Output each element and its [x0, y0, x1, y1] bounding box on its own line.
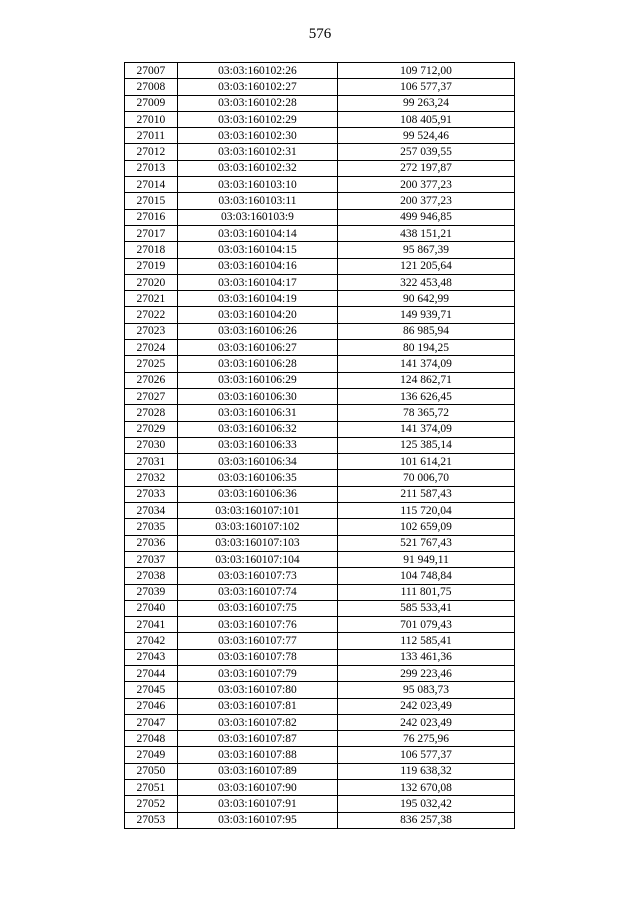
- cadastral-value-cell: 106 577,37: [338, 747, 515, 763]
- cadastral-number-cell: 03:03:160106:33: [177, 437, 337, 453]
- cadastral-number-cell: 03:03:160107:104: [177, 551, 337, 567]
- table-row: [125, 111, 515, 127]
- row-number-cell: 27012: [125, 144, 178, 160]
- table-row: [125, 763, 515, 779]
- cadastral-value-cell: 585 533,41: [338, 600, 515, 616]
- cadastral-number-cell: 03:03:160102:31: [177, 144, 337, 160]
- cadastral-number-cell: 03:03:160102:30: [177, 128, 337, 144]
- row-number-cell: 27014: [125, 177, 178, 193]
- table-row: [125, 340, 515, 356]
- page-number: 576: [308, 26, 332, 42]
- row-number-cell: 27036: [125, 535, 178, 551]
- cadastral-number-cell: 03:03:160103:11: [177, 193, 337, 209]
- cadastral-value-cell: 78 365,72: [338, 405, 515, 421]
- cadastral-number-cell: 03:03:160102:28: [177, 95, 337, 111]
- table-row: [125, 209, 515, 225]
- cadastral-number-cell: 03:03:160106:34: [177, 454, 337, 470]
- table-row: [125, 437, 515, 453]
- row-number-cell: 27048: [125, 731, 178, 747]
- row-number-cell: 27049: [125, 747, 178, 763]
- cadastral-number-cell: 03:03:160107:77: [177, 633, 337, 649]
- cadastral-value-cell: 109 712,00: [338, 63, 515, 79]
- row-number-cell: 27028: [125, 405, 178, 421]
- table-row: [125, 95, 515, 111]
- cadastral-number-cell: 03:03:160107:81: [177, 698, 337, 714]
- cadastral-number-cell: 03:03:160107:78: [177, 649, 337, 665]
- cadastral-number-cell: 03:03:160104:14: [177, 225, 337, 241]
- cadastral-value-cell: 211 587,43: [338, 486, 515, 502]
- row-number-cell: 27017: [125, 225, 178, 241]
- cadastral-value-cell: 200 377,23: [338, 177, 515, 193]
- cadastral-number-cell: 03:03:160107:88: [177, 747, 337, 763]
- row-number-cell: 27009: [125, 95, 178, 111]
- table-row: [125, 421, 515, 437]
- row-number-cell: 27043: [125, 649, 178, 665]
- row-number-cell: 27027: [125, 388, 178, 404]
- cadastral-value-cell: 99 263,24: [338, 95, 515, 111]
- row-number-cell: 27042: [125, 633, 178, 649]
- row-number-cell: 27041: [125, 617, 178, 633]
- cadastral-number-cell: 03:03:160107:91: [177, 796, 337, 812]
- table-row: [125, 796, 515, 812]
- cadastral-value-cell: 141 374,09: [338, 356, 515, 372]
- cadastral-value-cell: 121 205,64: [338, 258, 515, 274]
- row-number-cell: 27011: [125, 128, 178, 144]
- row-number-cell: 27039: [125, 584, 178, 600]
- table-row: [125, 731, 515, 747]
- table-row: [125, 307, 515, 323]
- cadastral-number-cell: 03:03:160107:103: [177, 535, 337, 551]
- cadastral-value-cell: 111 801,75: [338, 584, 515, 600]
- table-row: [125, 486, 515, 502]
- table-row: [125, 242, 515, 258]
- row-number-cell: 27047: [125, 714, 178, 730]
- table-row: [125, 633, 515, 649]
- row-number-cell: 27037: [125, 551, 178, 567]
- cadastral-number-cell: 03:03:160107:90: [177, 780, 337, 796]
- cadastral-number-cell: 03:03:160103:9: [177, 209, 337, 225]
- row-number-cell: 27032: [125, 470, 178, 486]
- row-number-cell: 27025: [125, 356, 178, 372]
- row-number-cell: 27008: [125, 79, 178, 95]
- table-row: [125, 291, 515, 307]
- table-row: [125, 79, 515, 95]
- table-row: [125, 144, 515, 160]
- row-number-cell: 27053: [125, 812, 178, 828]
- cadastral-value-cell: 521 767,43: [338, 535, 515, 551]
- cadastral-number-cell: 03:03:160106:30: [177, 388, 337, 404]
- cadastral-value-cell: 95 867,39: [338, 242, 515, 258]
- cadastral-number-cell: 03:03:160107:75: [177, 600, 337, 616]
- table-row: [125, 323, 515, 339]
- table-row: [125, 128, 515, 144]
- row-number-cell: 27018: [125, 242, 178, 258]
- cadastral-number-cell: 03:03:160106:35: [177, 470, 337, 486]
- cadastral-number-cell: 03:03:160106:26: [177, 323, 337, 339]
- table-row: [125, 405, 515, 421]
- cadastral-value-cell: 836 257,38: [338, 812, 515, 828]
- row-number-cell: 27016: [125, 209, 178, 225]
- cadastral-value-cell: 149 939,71: [338, 307, 515, 323]
- cadastral-value-cell: 133 461,36: [338, 649, 515, 665]
- table-row: [125, 617, 515, 633]
- row-number-cell: 27038: [125, 568, 178, 584]
- row-number-cell: 27034: [125, 503, 178, 519]
- cadastral-value-cell: 95 083,73: [338, 682, 515, 698]
- table-row: [125, 258, 515, 274]
- cadastral-value-cell: 499 946,85: [338, 209, 515, 225]
- cadastral-number-cell: 03:03:160106:28: [177, 356, 337, 372]
- row-number-cell: 27013: [125, 160, 178, 176]
- table-row: [125, 470, 515, 486]
- cadastral-number-cell: 03:03:160104:20: [177, 307, 337, 323]
- cadastral-value-cell: 141 374,09: [338, 421, 515, 437]
- row-number-cell: 27052: [125, 796, 178, 812]
- cadastral-value-cell: 76 275,96: [338, 731, 515, 747]
- row-number-cell: 27030: [125, 437, 178, 453]
- row-number-cell: 27031: [125, 454, 178, 470]
- table-row: [125, 177, 515, 193]
- table-row: [125, 503, 515, 519]
- cadastral-number-cell: 03:03:160107:95: [177, 812, 337, 828]
- table-row: [125, 649, 515, 665]
- table-row: [125, 372, 515, 388]
- cadastral-number-cell: 03:03:160107:76: [177, 617, 337, 633]
- cadastral-number-cell: 03:03:160103:10: [177, 177, 337, 193]
- row-number-cell: 27024: [125, 340, 178, 356]
- cadastral-value-cell: 102 659,09: [338, 519, 515, 535]
- cadastral-value-cell: 242 023,49: [338, 714, 515, 730]
- table-row: [125, 454, 515, 470]
- cadastral-number-cell: 03:03:160107:74: [177, 584, 337, 600]
- cadastral-number-cell: 03:03:160106:27: [177, 340, 337, 356]
- cadastral-value-cell: 125 385,14: [338, 437, 515, 453]
- cadastral-number-cell: 03:03:160107:82: [177, 714, 337, 730]
- row-number-cell: 27020: [125, 274, 178, 290]
- row-number-cell: 27035: [125, 519, 178, 535]
- row-number-cell: 27026: [125, 372, 178, 388]
- table-row: [125, 274, 515, 290]
- cadastral-value-cell: 195 032,42: [338, 796, 515, 812]
- cadastral-value-cell: 119 638,32: [338, 763, 515, 779]
- cadastral-value-table: [124, 62, 515, 829]
- row-number-cell: 27022: [125, 307, 178, 323]
- row-number-cell: 27029: [125, 421, 178, 437]
- cadastral-number-cell: 03:03:160107:80: [177, 682, 337, 698]
- cadastral-number-cell: 03:03:160104:19: [177, 291, 337, 307]
- cadastral-number-cell: 03:03:160102:32: [177, 160, 337, 176]
- row-number-cell: 27010: [125, 111, 178, 127]
- table-row: [125, 682, 515, 698]
- table-row: [125, 584, 515, 600]
- cadastral-number-cell: 03:03:160102:27: [177, 79, 337, 95]
- table-row: [125, 665, 515, 681]
- cadastral-number-cell: 03:03:160104:15: [177, 242, 337, 258]
- row-number-cell: 27019: [125, 258, 178, 274]
- cadastral-value-cell: 115 720,04: [338, 503, 515, 519]
- cadastral-number-cell: 03:03:160102:26: [177, 63, 337, 79]
- cadastral-value-cell: 272 197,87: [338, 160, 515, 176]
- table-row: [125, 160, 515, 176]
- cadastral-value-cell: 90 642,99: [338, 291, 515, 307]
- table-row: [125, 780, 515, 796]
- cadastral-number-cell: 03:03:160107:87: [177, 731, 337, 747]
- table-row: [125, 519, 515, 535]
- cadastral-value-cell: 70 006,70: [338, 470, 515, 486]
- row-number-cell: 27023: [125, 323, 178, 339]
- cadastral-value-cell: 242 023,49: [338, 698, 515, 714]
- cadastral-value-cell: 257 039,55: [338, 144, 515, 160]
- table-row: [125, 193, 515, 209]
- table-row: [125, 535, 515, 551]
- table-row: [125, 225, 515, 241]
- cadastral-value-cell: 132 670,08: [338, 780, 515, 796]
- row-number-cell: 27015: [125, 193, 178, 209]
- table-row: [125, 388, 515, 404]
- cadastral-value-cell: 299 223,46: [338, 665, 515, 681]
- row-number-cell: 27051: [125, 780, 178, 796]
- table-row: [125, 698, 515, 714]
- row-number-cell: 27021: [125, 291, 178, 307]
- table-row: [125, 63, 515, 79]
- cadastral-value-cell: 200 377,23: [338, 193, 515, 209]
- cadastral-value-cell: 108 405,91: [338, 111, 515, 127]
- cadastral-number-cell: 03:03:160107:73: [177, 568, 337, 584]
- cadastral-number-cell: 03:03:160106:31: [177, 405, 337, 421]
- cadastral-number-cell: 03:03:160102:29: [177, 111, 337, 127]
- table-row: [125, 600, 515, 616]
- cadastral-value-cell: 80 194,25: [338, 340, 515, 356]
- row-number-cell: 27033: [125, 486, 178, 502]
- table-row: [125, 568, 515, 584]
- cadastral-number-cell: 03:03:160106:32: [177, 421, 337, 437]
- cadastral-value-cell: 136 626,45: [338, 388, 515, 404]
- table-row: [125, 714, 515, 730]
- table-row: [125, 356, 515, 372]
- cadastral-number-cell: 03:03:160106:36: [177, 486, 337, 502]
- row-number-cell: 27040: [125, 600, 178, 616]
- row-number-cell: 27044: [125, 665, 178, 681]
- cadastral-number-cell: 03:03:160107:79: [177, 665, 337, 681]
- row-number-cell: 27007: [125, 63, 178, 79]
- cadastral-value-cell: 106 577,37: [338, 79, 515, 95]
- row-number-cell: 27050: [125, 763, 178, 779]
- cadastral-value-cell: 701 079,43: [338, 617, 515, 633]
- table-row: [125, 812, 515, 828]
- cadastral-value-cell: 322 453,48: [338, 274, 515, 290]
- table-body: [125, 63, 515, 829]
- cadastral-value-cell: 104 748,84: [338, 568, 515, 584]
- cadastral-value-cell: 101 614,21: [338, 454, 515, 470]
- cadastral-value-cell: 99 524,46: [338, 128, 515, 144]
- cadastral-value-cell: 86 985,94: [338, 323, 515, 339]
- cadastral-number-cell: 03:03:160107:89: [177, 763, 337, 779]
- table-row: [125, 551, 515, 567]
- cadastral-value-cell: 124 862,71: [338, 372, 515, 388]
- cadastral-number-cell: 03:03:160104:17: [177, 274, 337, 290]
- table-row: [125, 747, 515, 763]
- cadastral-number-cell: 03:03:160104:16: [177, 258, 337, 274]
- row-number-cell: 27046: [125, 698, 178, 714]
- cadastral-value-cell: 112 585,41: [338, 633, 515, 649]
- cadastral-value-cell: 91 949,11: [338, 551, 515, 567]
- cadastral-number-cell: 03:03:160106:29: [177, 372, 337, 388]
- row-number-cell: 27045: [125, 682, 178, 698]
- cadastral-number-cell: 03:03:160107:102: [177, 519, 337, 535]
- cadastral-number-cell: 03:03:160107:101: [177, 503, 337, 519]
- cadastral-value-cell: 438 151,21: [338, 225, 515, 241]
